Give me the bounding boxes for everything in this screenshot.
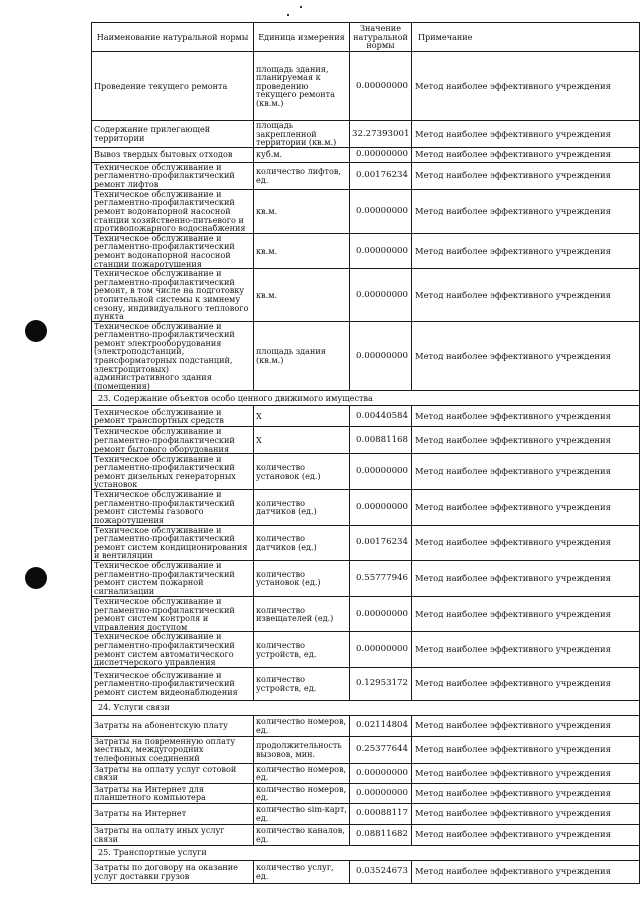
note-cell: Метод наиболее эффективного учреждения — [412, 269, 640, 322]
norm-name-cell: Техническое обслуживание и регламентно-профилактический ремонт водонапорной насосной станции хозяйственно-питьевого и противопожарного водоснабжения — [92, 189, 254, 233]
note-cell: Метод наиболее эффективного учреждения — [412, 427, 640, 454]
norm-value-cell: 0.25377644 — [350, 736, 412, 763]
table-row — [92, 736, 640, 763]
norm-name-cell: Техническое обслуживание и регламентно-профилактический ремонт водонапорной насосной станции пожаротушения — [92, 233, 254, 268]
note-cell: Метод наиболее эффективного учреждения — [412, 736, 640, 763]
note-cell: Метод наиболее эффективного учреждения — [412, 667, 640, 700]
table-row — [92, 667, 640, 700]
unit-cell: кв.м. — [254, 233, 350, 268]
table-row — [92, 189, 640, 233]
norm-name-cell: Затраты на абонентскую плату — [92, 715, 254, 736]
norm-name-cell: Содержание прилегающей территории — [92, 121, 254, 148]
section-row — [92, 700, 640, 715]
norm-value-cell: 0.00000000 — [350, 147, 412, 162]
norm-value-cell: 0.00000000 — [350, 269, 412, 322]
section-title: 24. Услуги связи — [92, 700, 640, 715]
norm-name-cell: Затраты на оплату услуг сотовой связи — [92, 763, 254, 783]
note-cell: Метод наиболее эффективного учреждения — [412, 490, 640, 525]
unit-cell: количество установок (ед.) — [254, 560, 350, 596]
unit-cell: кв.м. — [254, 189, 350, 233]
note-cell: Метод наиболее эффективного учреждения — [412, 860, 640, 883]
note-cell: Метод наиболее эффективного учреждения — [412, 596, 640, 631]
unit-cell: количество извещателей (ед.) — [254, 596, 350, 631]
scan-speck — [300, 6, 302, 8]
note-cell: Метод наиболее эффективного учреждения — [412, 233, 640, 268]
note-cell: Метод наиболее эффективного учреждения — [412, 189, 640, 233]
table-row — [92, 525, 640, 560]
norm-value-cell: 0.00000000 — [350, 321, 412, 391]
unit-cell: количество устройств, ед. — [254, 632, 350, 667]
norm-name-cell: Затраты на Интернет для планшетного компьютера — [92, 783, 254, 803]
unit-cell: количество услуг, ед. — [254, 860, 350, 883]
norm-name-cell: Техническое обслуживание и регламентно-профилактический ремонт бытового оборудования — [92, 427, 254, 454]
section-title: 23. Содержание объектов особо ценного движимого имущества — [92, 391, 640, 406]
note-cell: Метод наиболее эффективного учреждения — [412, 454, 640, 490]
norm-value-cell: 0.00000000 — [350, 490, 412, 525]
norm-name-cell: Вывоз твердых бытовых отходов — [92, 147, 254, 162]
norm-name-cell: Техническое обслуживание и регламентно-профилактический ремонт лифтов — [92, 162, 254, 189]
table-header-row — [92, 23, 640, 52]
note-cell: Метод наиболее эффективного учреждения — [412, 763, 640, 783]
table-row — [92, 632, 640, 667]
norm-value-cell: 0.00000000 — [350, 632, 412, 667]
table-row — [92, 560, 640, 596]
unit-cell: площадь здания, планируемая к проведению текущего ремонта (кв.м.) — [254, 52, 350, 121]
norm-value-cell: 0.55777946 — [350, 560, 412, 596]
note-cell: Метод наиболее эффективного учреждения — [412, 632, 640, 667]
unit-cell: количество лифтов, ед. — [254, 162, 350, 189]
punch-hole-top — [25, 320, 47, 342]
unit-cell: количество sim-карт, ед. — [254, 803, 350, 824]
table-row — [92, 715, 640, 736]
unit-cell: кв.м. — [254, 269, 350, 322]
unit-cell: X — [254, 406, 350, 427]
norm-name-cell: Затраты на повременную оплату местных, междугородних телефонных соединений — [92, 736, 254, 763]
unit-cell: продолжительность вызовов, мин. — [254, 736, 350, 763]
table-row — [92, 803, 640, 824]
unit-cell: площадь здания (кв.м.) — [254, 321, 350, 391]
norm-value-cell: 0.02114804 — [350, 715, 412, 736]
norm-name-cell: Затраты на оплату иных услуг связи — [92, 824, 254, 845]
unit-cell: X — [254, 427, 350, 454]
norms-table — [91, 22, 640, 884]
norm-value-cell: 0.00000000 — [350, 189, 412, 233]
note-cell: Метод наиболее эффективного учреждения — [412, 52, 640, 121]
norm-value-cell: 0.00176234 — [350, 525, 412, 560]
table-row — [92, 233, 640, 268]
scan-speck — [287, 14, 289, 16]
note-cell: Метод наиболее эффективного учреждения — [412, 783, 640, 803]
norm-name-cell: Техническое обслуживание и регламентно-профилактический ремонт систем пожарной сигнализации — [92, 560, 254, 596]
table-row — [92, 824, 640, 845]
norm-value-cell: 0.00088117 — [350, 803, 412, 824]
norm-value-cell: 0.00000000 — [350, 783, 412, 803]
note-cell: Метод наиболее эффективного учреждения — [412, 321, 640, 391]
table-row — [92, 321, 640, 391]
norm-value-cell: 0.00000000 — [350, 596, 412, 631]
norm-name-cell: Затраты по договору на оказание услуг доставки грузов — [92, 860, 254, 883]
unit-cell: количество датчиков (ед.) — [254, 525, 350, 560]
norm-name-cell: Техническое обслуживание и регламентно-профилактический ремонт систем автоматического диспетчерского управления — [92, 632, 254, 667]
header-value: Значение натуральной нормы — [350, 23, 412, 52]
note-cell: Метод наиболее эффективного учреждения — [412, 406, 640, 427]
table-row — [92, 860, 640, 883]
norm-name-cell: Техническое обслуживание и регламентно-профилактический ремонт систем контроля и управления доступом — [92, 596, 254, 631]
header-note: Примечание — [412, 23, 640, 52]
norm-value-cell: 0.08811682 — [350, 824, 412, 845]
table-row — [92, 147, 640, 162]
norm-name-cell: Затраты на Интернет — [92, 803, 254, 824]
note-cell: Метод наиболее эффективного учреждения — [412, 525, 640, 560]
table-row — [92, 162, 640, 189]
table-row — [92, 596, 640, 631]
unit-cell: количество датчиков (ед.) — [254, 490, 350, 525]
norm-name-cell: Техническое обслуживание и регламентно-профилактический ремонт электрооборудования (электроподстанций, трансформаторных подстанций, электрощитовых) административного здания (помещения) — [92, 321, 254, 391]
note-cell: Метод наиболее эффективного учреждения — [412, 803, 640, 824]
unit-cell: площадь закрепленной территории (кв.м.) — [254, 121, 350, 148]
table-row — [92, 454, 640, 490]
note-cell: Метод наиболее эффективного учреждения — [412, 147, 640, 162]
unit-cell: количество установок (ед.) — [254, 454, 350, 490]
norm-value-cell: 0.00176234 — [350, 162, 412, 189]
unit-cell: количество номеров, ед. — [254, 783, 350, 803]
norm-name-cell: Техническое обслуживание и регламентно-профилактический ремонт системы газового пожаротушения — [92, 490, 254, 525]
norm-name-cell: Техническое обслуживание и регламентно-профилактический ремонт систем видеонаблюдения — [92, 667, 254, 700]
section-title: 25. Транспортные услуги — [92, 845, 640, 860]
norm-value-cell: 0.00000000 — [350, 763, 412, 783]
note-cell: Метод наиболее эффективного учреждения — [412, 560, 640, 596]
note-cell: Метод наиболее эффективного учреждения — [412, 824, 640, 845]
unit-cell: количество каналов, ед. — [254, 824, 350, 845]
punch-hole-bottom — [25, 567, 47, 589]
table-row — [92, 406, 640, 427]
header-unit: Единица измерения — [254, 23, 350, 52]
norm-value-cell: 0.00000000 — [350, 52, 412, 121]
unit-cell: количество номеров, ед. — [254, 715, 350, 736]
note-cell: Метод наиболее эффективного учреждения — [412, 121, 640, 148]
unit-cell: количество устройств, ед. — [254, 667, 350, 700]
section-row — [92, 391, 640, 406]
note-cell: Метод наиболее эффективного учреждения — [412, 715, 640, 736]
norm-value-cell: 0.12953172 — [350, 667, 412, 700]
note-cell: Метод наиболее эффективного учреждения — [412, 162, 640, 189]
norm-value-cell: 0.03524673 — [350, 860, 412, 883]
table-row — [92, 783, 640, 803]
table-row — [92, 52, 640, 121]
norm-name-cell: Проведение текущего ремонта — [92, 52, 254, 121]
norm-name-cell: Техническое обслуживание и регламентно-профилактический ремонт дизельных генераторных установок — [92, 454, 254, 490]
table-row — [92, 763, 640, 783]
norm-value-cell: 0.00440584 — [350, 406, 412, 427]
table-body — [92, 52, 640, 884]
table-row — [92, 269, 640, 322]
table-row — [92, 490, 640, 525]
norm-value-cell: 0.00881168 — [350, 427, 412, 454]
norm-value-cell: 0.00000000 — [350, 233, 412, 268]
section-row — [92, 845, 640, 860]
unit-cell: количество номеров, ед. — [254, 763, 350, 783]
norm-value-cell: 0.00000000 — [350, 454, 412, 490]
norm-name-cell: Техническое обслуживание и регламентно-профилактический ремонт систем кондиционирования и вентиляции — [92, 525, 254, 560]
table-row — [92, 427, 640, 454]
header-name: Наименование натуральной нормы — [92, 23, 254, 52]
norm-name-cell: Техническое обслуживание и регламентно-профилактический ремонт, в том числе на подготовку отопительной системы к зимнему сезону, индивидуального теплового пункта — [92, 269, 254, 322]
norm-name-cell: Техническое обслуживание и ремонт транспортных средств — [92, 406, 254, 427]
unit-cell: куб.м. — [254, 147, 350, 162]
table-row — [92, 121, 640, 148]
norm-value-cell: 32.27393001 — [350, 121, 412, 148]
